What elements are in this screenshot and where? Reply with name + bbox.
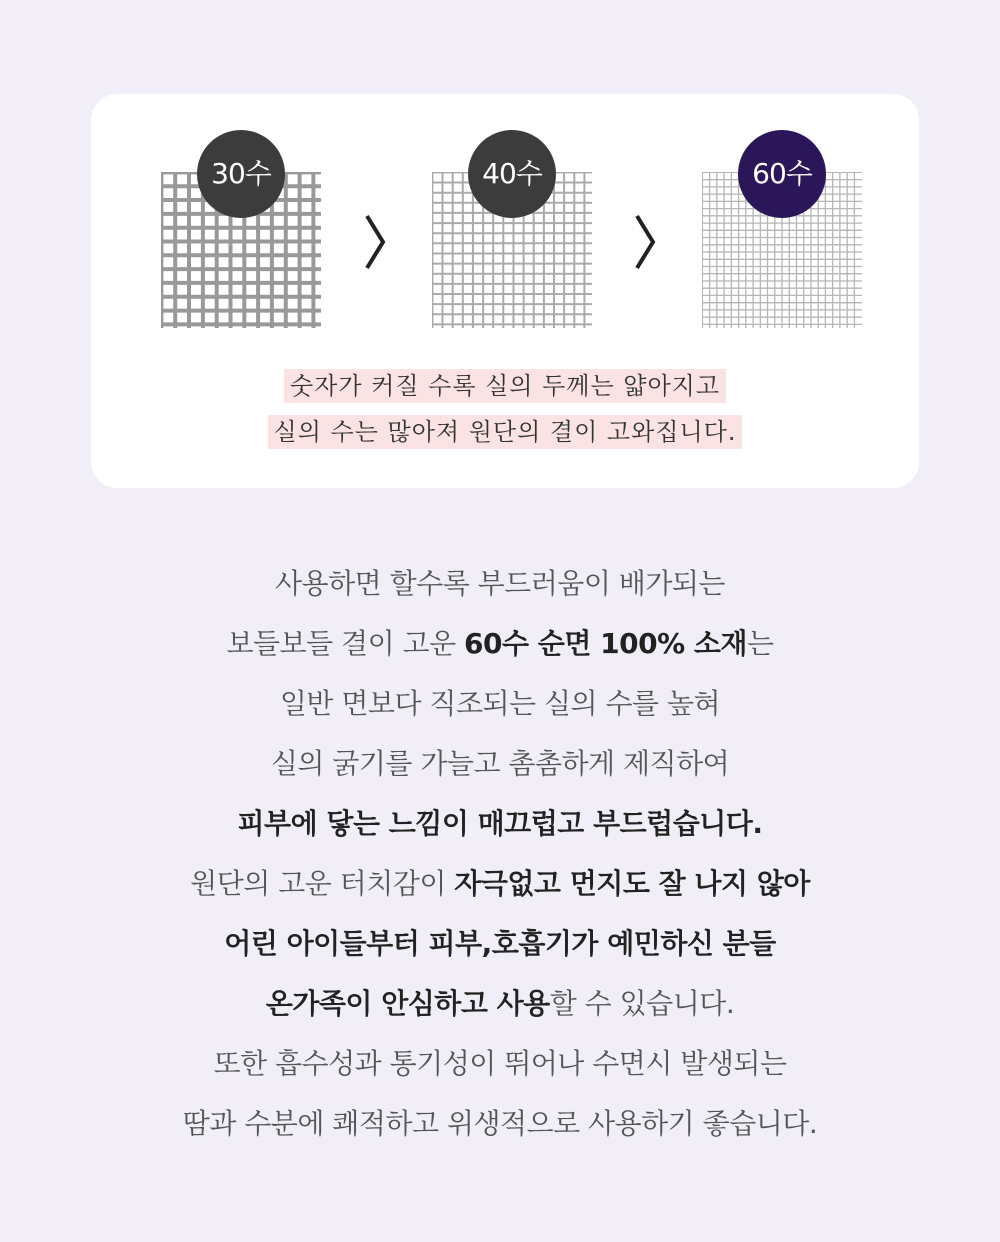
- product-description: [0, 554, 1000, 1154]
- text-segment: 보들보들 결이 고운: [226, 627, 465, 660]
- thread-60-item: [702, 130, 862, 330]
- description-line: [0, 1034, 1000, 1094]
- description-line: [0, 614, 1000, 674]
- emphasized-text: 온가족이 안심하고 사용: [265, 987, 550, 1020]
- emphasized-text: 어린 아이들부터 피부,호흡기가 예민하신 분들: [224, 927, 776, 960]
- text-segment: 는: [746, 627, 774, 660]
- description-line: [0, 734, 1000, 794]
- caption-line: 실의 수는 많아져 원단의 결이 고와집니다.: [268, 415, 743, 449]
- description-line: [0, 1094, 1000, 1154]
- thread-count-badge: 60수: [738, 130, 826, 218]
- emphasized-text: 자극없고 먼지도 잘 나지 않아: [454, 867, 810, 900]
- thread-count-badge: 30수: [197, 130, 285, 218]
- text-segment: 원단의 고운 터치감이: [190, 867, 455, 900]
- emphasized-text: 60수 순면 100% 소재: [464, 627, 747, 660]
- caption: [91, 366, 919, 458]
- chevron-right-icon: [361, 212, 391, 272]
- text-segment: 일반 면보다 직조되는 실의 수를 높혀: [279, 687, 721, 720]
- thread-30-item: [161, 130, 321, 330]
- description-line: [0, 674, 1000, 734]
- text-segment: 땀과 수분에 쾌적하고 위생적으로 사용하기 좋습니다.: [182, 1107, 818, 1140]
- caption-line: 숫자가 커질 수록 실의 두께는 얇아지고: [284, 369, 726, 403]
- text-segment: 또한 흡수성과 통기성이 뛰어나 수면시 발생되는: [213, 1047, 787, 1080]
- description-line: [0, 854, 1000, 914]
- thread-40-item: [432, 130, 592, 330]
- text-segment: 사용하면 할수록 부드러움이 배가되는: [275, 567, 725, 600]
- description-line: [0, 554, 1000, 614]
- emphasized-text: 피부에 닿는 느낌이 매끄럽고 부드럽습니다.: [237, 807, 763, 840]
- description-line: [0, 974, 1000, 1034]
- chevron-right-icon: [631, 212, 661, 272]
- thread-count-badge: 40수: [468, 130, 556, 218]
- thread-count-card: [91, 94, 919, 488]
- description-line: [0, 794, 1000, 854]
- text-segment: 할 수 있습니다.: [549, 987, 735, 1020]
- description-line: [0, 914, 1000, 974]
- text-segment: 실의 굵기를 가늘고 촘촘하게 제직하여: [270, 747, 730, 780]
